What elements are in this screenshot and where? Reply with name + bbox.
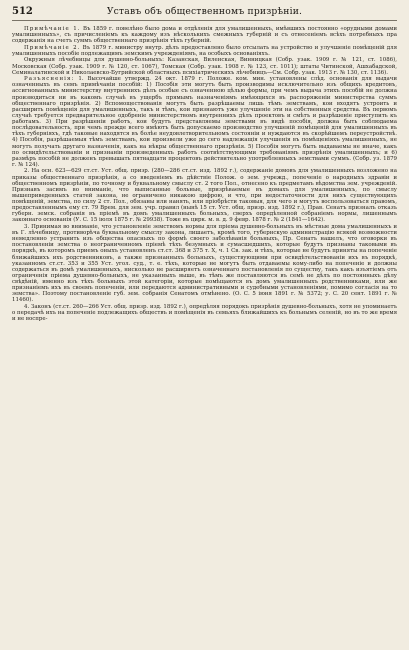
paragraph-text: 4. Законъ (ст.ст. 260—266 Уст. общ. призр. изд. 1892 г.), опредѣляя порядокъ призрѣнія душевно-больныхъ, хотя не упоминаетъ о передачѣ ихъ на попеченіе подлежащихъ обществъ и помѣщенія въ семьяхъ ближайшихъ къ больнымъ селеній, но въ то же время и не воспре- bbox=[12, 303, 397, 323]
page-header bbox=[12, 6, 397, 21]
hospitals-paragraph bbox=[12, 57, 397, 75]
paragraph-text: Въ 1859 г. повелѣно было дома и отдѣленія для умалишенныхъ, имѣвшихъ постоянно «орудными домами умалишенныхъ», съ причисленіемъ къ каждому изъ нѣсколькихъ смежныхъ губерній и съ отнесеніемъ всѣхъ потребныхъ пра содержанія на счетъ суммъ общественнаго призрѣнія тѣхъ губерній. bbox=[12, 26, 397, 45]
explanation-paragraph bbox=[12, 224, 397, 304]
explanations-label: Разъясненія: bbox=[24, 76, 75, 83]
explanation-paragraph bbox=[12, 168, 397, 223]
running-title: Уставъ объ общественномъ призрѣніи. bbox=[106, 6, 303, 17]
explanation-paragraph bbox=[12, 76, 397, 168]
note-label: Примѣчаніе 1. bbox=[24, 26, 81, 32]
paragraph-text: 3. Принимая во вниманіе, что установленіе земствомъ нормы для пріема душевно-больныхъ въ мѣстные дома умалишенныхъ и въ Г. лѣчебницу, противорѣча буквальному смыслу закона, лишаетъ, кромѣ того, губернскую администрацію всякой возможности немедленно устранить изъ общества опасныхъ по формѣ своего заболѣванія больныхъ, Пр. Сенатъ нашелъ, что оговорки въ постановленіи земства о неограниченномъ пріемѣ тѣхъ безумныхъ и сумасшедшихъ, которые будутъ признаны таковыми въ порядкѣ, въ которомъ приемъ оныхъ установленъ ст.ст. 368 и 375 т. X, ч. 1 Св. зак. и тѣхъ, которые не будутъ приняты на попеченіе ближайшихъ ихъ родственниковъ, а также признанныхъ больныхъ, существующими при освидѣтельствованіи ихъ въ порядкѣ, указанномъ ст.ст. 353 и 355 Уст. угол. суд., т. е. тѣхъ, которые не могутъ быть отдаваемы кому-либо на попеченіе и должны содержаться въ домѣ умалишенныхъ, нисколько не расширяетъ означеннаго постановленія по существу, такъ какъ изъятіемъ отъ ограниченія пріема душевно-больныхъ, не указанныхъ выше, въ тѣмъ же поставляются въ семѣ не дѣлъ по постоянныхъ дѣлу свѣдѣній, именно изъ тѣхъ больныхъ этой категоріи, которые помѣщаются въ домъ умалишенныхъ родственниками, или же признаніемъ ихъ въ своемъ попеченіи, или передаются административными и судебными установленіями, помимо согласія на то земства». Поэтому постановленіе губ. зем. собранія Сенатомъ отмѣнено. (О. С. 5 іюня 1891 г. № 5372; у. С. 20 сент. 1891 г. № 11460). bbox=[12, 223, 397, 304]
page-number: 512 bbox=[12, 6, 33, 17]
page-body bbox=[12, 26, 397, 322]
paragraph-text: Въ 1879 г. министру внутр. дѣлъ предоставлено было отсылать на устройство и улучшеніе помѣщеній для умалишенныхъ пособіе подлежащимъ земскимъ учрежденіямъ, на особыхъ основаніяхъ. bbox=[12, 44, 397, 57]
paragraph-text: 1. Высочайше утвержд. 24 окт. 1879 г. Положе. ком. мин. установлены слѣд. основанія для выдачи означенныхъ въ семъ примѣчаніи пособій: 1) Пособія эти могутъ быть производимы исключительно изъ общихъ кредитовъ, ассигнованныхъ министерству внутреннихъ дѣлъ особые съ означенною цѣлью формы, при чемъ выдача этихъ пособій не должна производиться ни въ какомъ случаѣ въ ущербъ прямымъ назначеніямъ имѣющихся въ распоряженіи министерства суммъ общественнаго призрѣнія. 2) Вспомоществованія могутъ быть разрѣшаемы лишь тѣмъ земствамъ, кои входятъ устроить и расширить помѣщенія для умалишенныхъ, такъ и тѣмъ, кои признаютъ уже улучшеніе эти на собственныя средства. Въ первомъ случаѣ требуется предварительное одобреніе министерствомъ внутреннихъ дѣлъ проектовъ и смѣтъ и разрѣшеніе приступить къ работамъ. 3) При разрѣшеніи работъ, кои будутъ представляемы земствами въ видѣ пособія, должна быть соблюдаема послѣдовательность, при чемъ прежде всего имѣютъ быть допускаемо производство улучшеній помѣщеній для умалишенныхъ въ тѣхъ губерніяхъ, гдѣ таковые находятся въ болѣе неудовлетворительномъ состояніи и нуждаются въ скорѣйшемъ переустройствѣ. 4) Пособія, разрѣшаемыя тѣмъ земствамъ, кои произвели уже до сего надлежащія улучшенія въ помѣщеніяхъ умалишенныхъ, не могутъ получать другаго назначенія, какъ на нѣкры общественнаго призрѣнія. 5) Пособія могутъ быть выдаваемы не иначе, какъ по освидѣтельствованіи и признаніи произведенныхъ работъ соотвѣтствующими требованіямъ призрѣнія умалишенныхъ; и 6) размѣръ пособій не долженъ превышать пятнадцати процентовъ действительно употребленныхъ земствами суммъ. (Собр. уз. 1879 г. № 124). bbox=[12, 76, 397, 168]
note-paragraph bbox=[12, 26, 397, 44]
explanation-paragraph bbox=[12, 304, 397, 322]
note-label: Примѣчаніе 2. bbox=[24, 44, 81, 51]
note-paragraph bbox=[12, 45, 397, 57]
paragraph-text: 2. На осн. 623—629 ст.ст. Уст. общ. призр. (280—286 ст.ст. изд. 1892 г.), содержаніе домовъ для умалишенныхъ возложено на приказы общественнаго призрѣнія, а со введеніемъ въ дѣйствіе Полож. о зем. учрежд., попеченіе о народныхъ здравіи и общественномъ призрѣніи, по точному и буквальному смыслу ст. 2 того Пол., отнесено къ предметамъ вѣдомства зем. учрежденій. Признавъ засимъ во вниманіе, что выписанные больные, призрѣваемые въ домахъ для умалишенныхъ, по смыслу вышеприведенныхъ статей закона, не ограничено никакою цифрою, и что, при недостаточности для нихъ существующихъ помѣщеній, земства, по силу 2 ст. Пол., обязаны или нанять, или пріобрѣсти таковыя, для чего и могутъ воспользоваться правомъ, предоставленнымъ ему ст. 79 Врем. для зем. учр. правил (нынѣ 15 ст. Уст. общ. призр. изд. 1892 г.), Прав. Сенатъ призналъ отказъ губерн. земск. собранія въ пріемѣ въ домъ умалишенныхъ больныхъ, сверхъ опредѣленной собраніемъ нормы, лишеннымъ законнаго основанія (У. С. 15 іюля 1875 г. № 29938). Тоже въ цирк. м. в. д. 9 февр. 1878 г. № 2 (1841—1642). bbox=[12, 168, 397, 224]
paragraph-text: Окружныя лѣчебницы для душевно-больныхъ: Казанская, Виленская, Винницкая (Собр. узак. 1909 г. № 121, ст. 1086), Московская (Собр. узак. 1909 г. № 120, ст. 1067), Томская (Собр. узак. 1908 г. № 123, ст. 1011); штаты Читинской, Ашхабадской, Семиналатинской и Николаевско-Бугрийской областныхъ психіатрическихъ лѣчебницъ—См. Собр. узак. 1913 г. № 130, ст. 1136). bbox=[12, 57, 397, 76]
